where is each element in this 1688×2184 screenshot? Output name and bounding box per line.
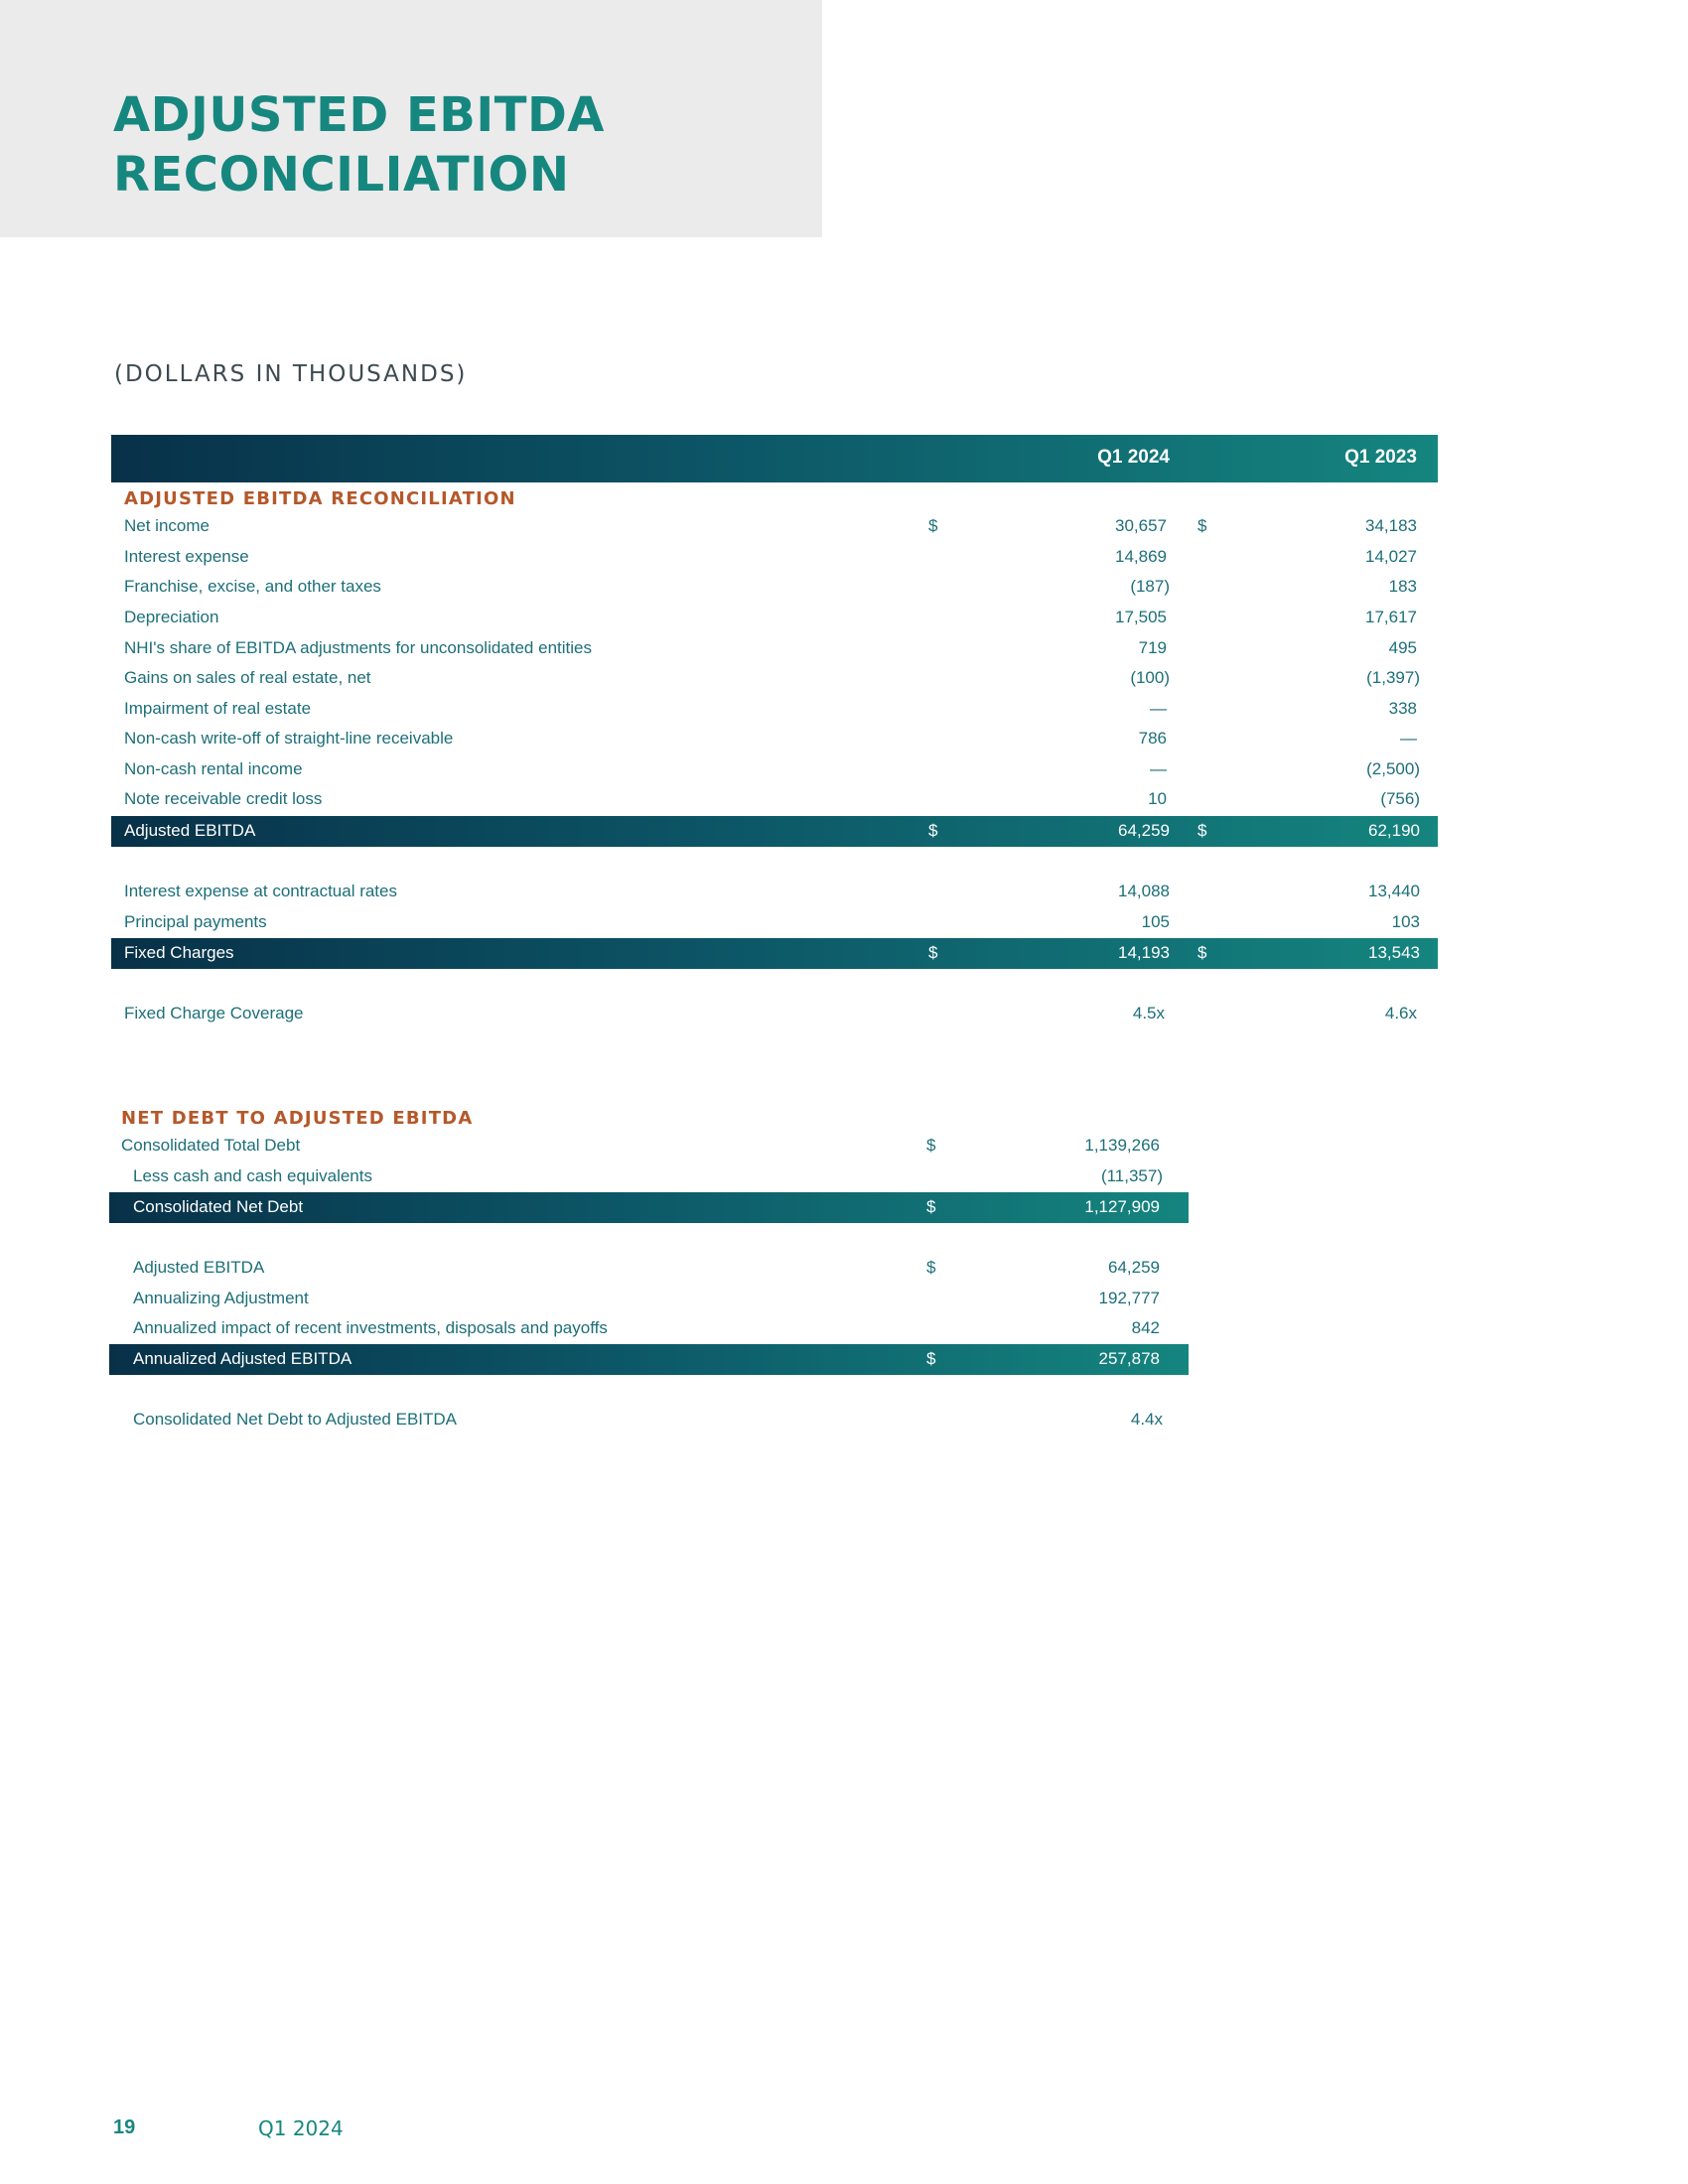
row-label: Annualizing Adjustment (133, 1289, 309, 1307)
value-q1-2023: 62,190 (1368, 821, 1420, 840)
units-subtitle: (DOLLARS IN THOUSANDS) (114, 361, 468, 387)
table-row (111, 511, 1438, 542)
total-row-fixed-charges (111, 938, 1438, 969)
table-row-net-debt-ratio (109, 1405, 1189, 1435)
table-row (111, 877, 1438, 907)
table-row (111, 784, 1438, 815)
row-label: Interest expense (124, 547, 249, 566)
footer-period: Q1 2024 (258, 2116, 344, 2140)
table-row (111, 694, 1438, 725)
table-row (111, 542, 1438, 573)
row-label: Gains on sales of real estate, net (124, 668, 371, 687)
value-q1-2024: 1,139,266 (1084, 1136, 1160, 1155)
row-label: Consolidated Total Debt (121, 1136, 301, 1155)
value-q1-2024: 257,878 (1098, 1349, 1160, 1368)
currency-symbol: $ (928, 516, 938, 535)
value-q1-2024: 4.4x (1130, 1410, 1163, 1429)
total-row-annualized-adjusted-ebitda (109, 1344, 1189, 1375)
table-row (109, 1161, 1189, 1192)
currency-symbol: $ (926, 1136, 936, 1155)
currency-symbol: $ (926, 1349, 936, 1368)
table-row (111, 663, 1438, 694)
value-q1-2024: 719 (1138, 638, 1167, 657)
currency-symbol: $ (928, 821, 938, 840)
row-label: Adjusted EBITDA (124, 821, 256, 840)
value-q1-2023: 495 (1388, 638, 1417, 657)
row-label: Depreciation (124, 608, 219, 626)
table-row (111, 754, 1438, 785)
row-label: Note receivable credit loss (124, 789, 323, 808)
value-q1-2023: (2,500) (1366, 759, 1420, 778)
row-label: Annualized impact of recent investments, disposals and payoffs (133, 1318, 608, 1337)
page-title-line-2: RECONCILIATION (113, 147, 570, 203)
value-q1-2024: (100) (1130, 668, 1170, 687)
currency-symbol: $ (1197, 943, 1207, 962)
row-label: Less cash and cash equivalents (133, 1166, 372, 1185)
value-q1-2023: (1,397) (1366, 668, 1420, 687)
value-q1-2024: 1,127,909 (1084, 1197, 1160, 1216)
total-row-adjusted-ebitda (111, 816, 1438, 847)
value-q1-2024: 10 (1148, 789, 1167, 808)
row-label: Principal payments (124, 912, 267, 931)
table-row (111, 633, 1438, 664)
value-q1-2023: 17,617 (1365, 608, 1417, 626)
row-label: Franchise, excise, and other taxes (124, 577, 381, 596)
value-q1-2024: 105 (1141, 912, 1170, 931)
value-q1-2024: 786 (1138, 729, 1167, 748)
page-title-line-1: ADJUSTED EBITDA (113, 87, 605, 143)
value-q1-2024: 192,777 (1098, 1289, 1160, 1307)
value-q1-2023: 13,440 (1368, 882, 1420, 900)
value-q1-2023: 338 (1388, 699, 1417, 718)
value-q1-2024: (187) (1130, 577, 1170, 596)
section-heading-net-debt: NET DEBT TO ADJUSTED EBITDA (121, 1108, 474, 1129)
value-q1-2024: 30,657 (1115, 516, 1167, 535)
column-header-q1-2023: Q1 2023 (1344, 447, 1417, 468)
value-q1-2023: (756) (1380, 789, 1420, 808)
row-label: Interest expense at contractual rates (124, 882, 397, 900)
table-row (111, 724, 1438, 754)
value-q1-2024: 14,869 (1115, 547, 1167, 566)
row-label: Fixed Charge Coverage (124, 1004, 304, 1023)
value-q1-2024: 14,193 (1118, 943, 1170, 962)
value-q1-2024: — (1150, 759, 1167, 778)
table-row (111, 907, 1438, 938)
currency-symbol: $ (1197, 516, 1207, 535)
table-row-fixed-charge-coverage (111, 999, 1438, 1029)
table-row (109, 1284, 1189, 1314)
table-row (109, 1131, 1189, 1161)
value-q1-2024: 64,259 (1118, 821, 1170, 840)
row-label: Consolidated Net Debt to Adjusted EBITDA (133, 1410, 458, 1429)
column-header-q1-2024: Q1 2024 (1097, 447, 1170, 468)
table-row (111, 572, 1438, 603)
total-row-consolidated-net-debt (109, 1192, 1189, 1223)
value-q1-2024: — (1150, 699, 1167, 718)
value-q1-2024: 842 (1131, 1318, 1160, 1337)
value-q1-2023: 13,543 (1368, 943, 1420, 962)
value-q1-2024: 64,259 (1108, 1258, 1160, 1277)
currency-symbol: $ (926, 1197, 936, 1216)
currency-symbol: $ (1197, 821, 1207, 840)
title-block (0, 0, 822, 237)
currency-symbol: $ (928, 943, 938, 962)
table-row (109, 1253, 1189, 1284)
value-q1-2023: 4.6x (1384, 1004, 1417, 1023)
row-label: Adjusted EBITDA (133, 1258, 265, 1277)
table-row (111, 603, 1438, 633)
value-q1-2024: 17,505 (1115, 608, 1167, 626)
value-q1-2024: 4.5x (1132, 1004, 1165, 1023)
row-label: Non-cash write-off of straight-line receivable (124, 729, 454, 748)
section-heading-ebitda-reconciliation: ADJUSTED EBITDA RECONCILIATION (124, 488, 516, 509)
row-label: Consolidated Net Debt (133, 1197, 304, 1216)
value-q1-2023: 103 (1391, 912, 1420, 931)
row-label: NHI's share of EBITDA adjustments for unconsolidated entities (124, 638, 592, 657)
value-q1-2023: 14,027 (1365, 547, 1417, 566)
row-label: Annualized Adjusted EBITDA (133, 1349, 352, 1368)
row-label: Impairment of real estate (124, 699, 312, 718)
value-q1-2023: — (1400, 729, 1417, 748)
value-q1-2023: 34,183 (1365, 516, 1417, 535)
value-q1-2024: (11,357) (1100, 1166, 1163, 1185)
page-number: 19 (113, 2116, 136, 2138)
currency-symbol: $ (926, 1258, 936, 1277)
table-header (111, 435, 1438, 482)
table-row (109, 1313, 1189, 1344)
value-q1-2024: 14,088 (1118, 882, 1170, 900)
value-q1-2023: 183 (1388, 577, 1417, 596)
row-label: Fixed Charges (124, 943, 234, 962)
row-label: Net income (124, 516, 210, 535)
row-label: Non-cash rental income (124, 759, 303, 778)
